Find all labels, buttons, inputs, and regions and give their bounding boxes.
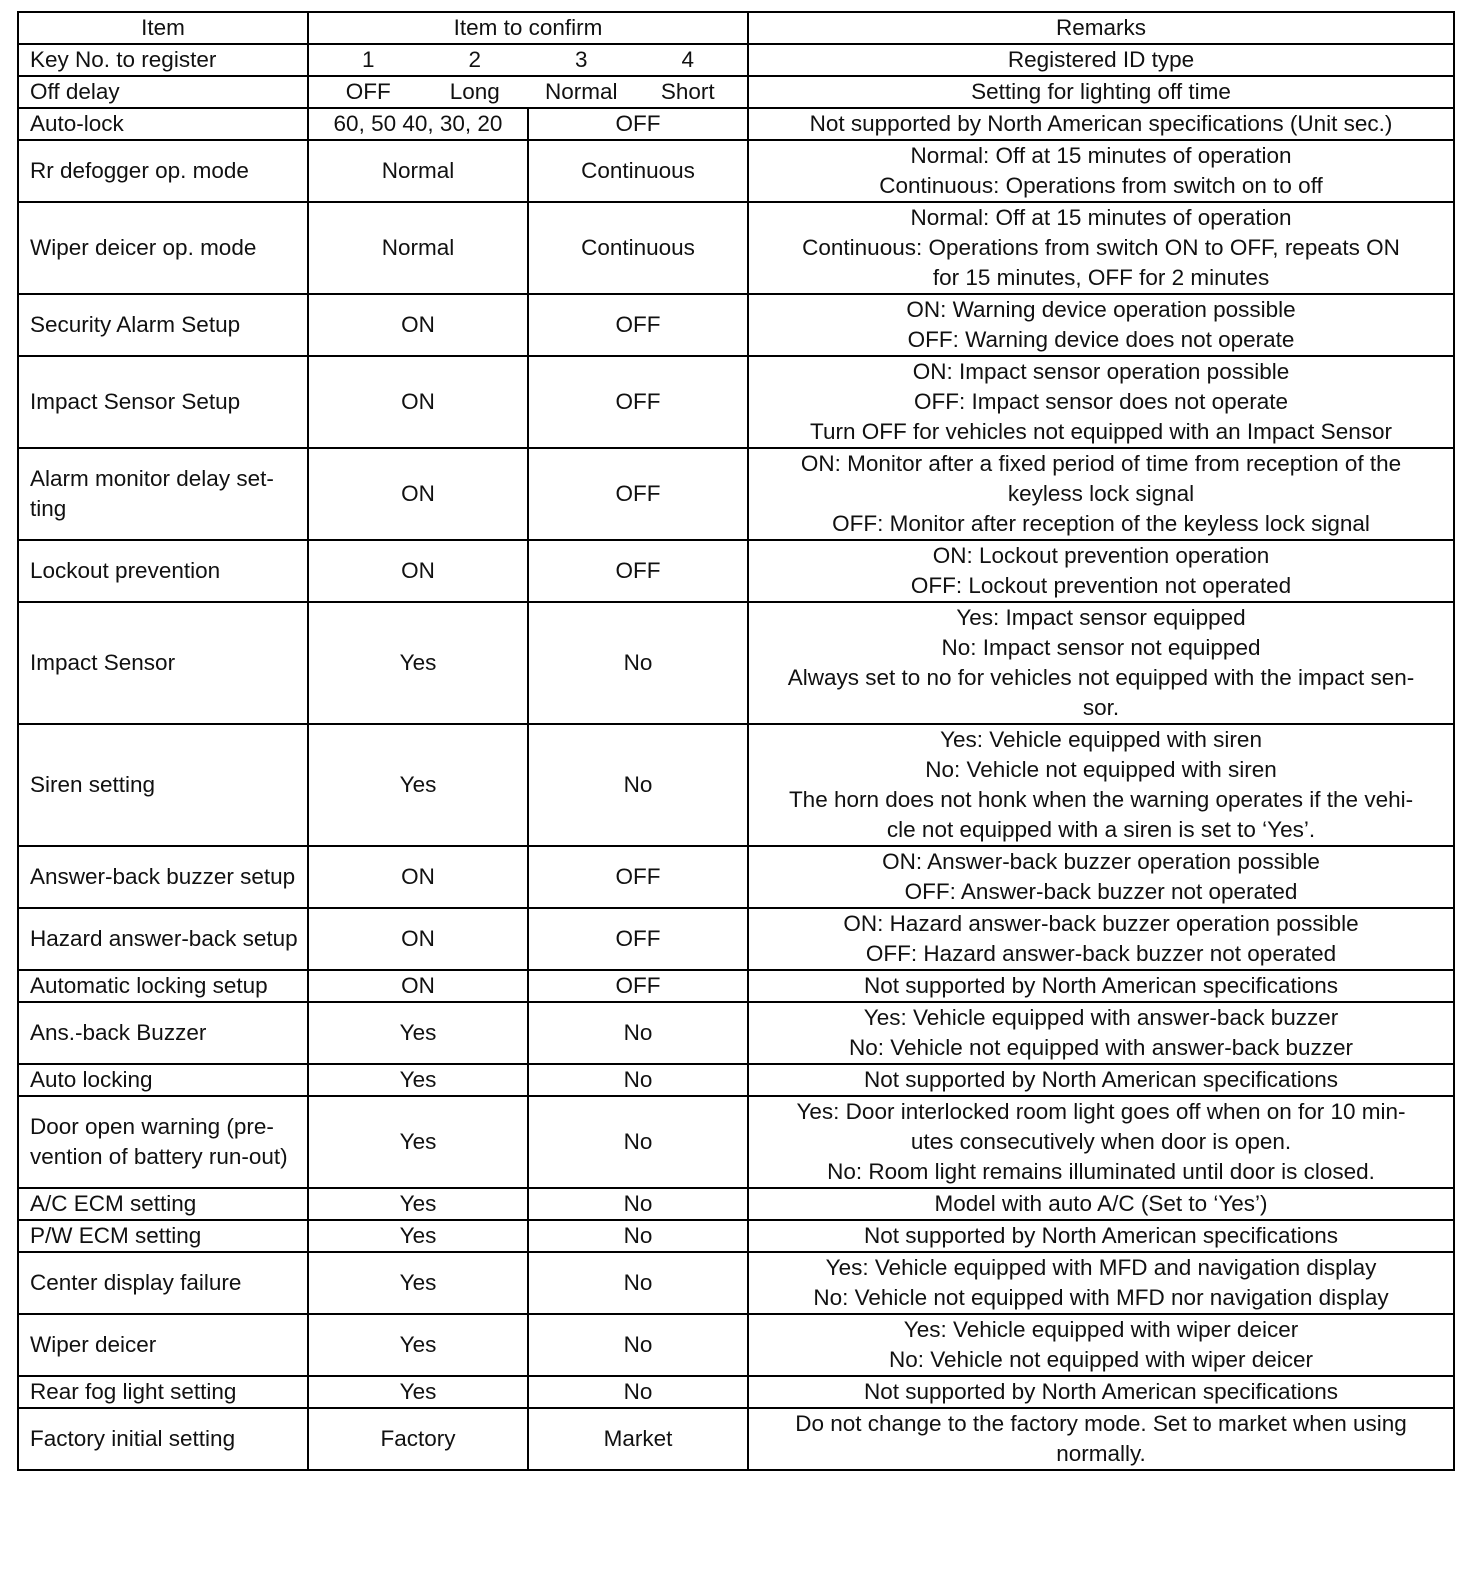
header-item: Item — [18, 12, 308, 44]
option-1-value: ON — [308, 356, 528, 448]
table-row — [18, 908, 1454, 970]
row-item-label: Door open warning (pre-vention of battery run-out) — [18, 1096, 308, 1188]
option-1-value: ON — [308, 294, 528, 356]
table-row — [18, 1252, 1454, 1314]
row-remarks: Not supported by North American specifications (Unit sec.) — [748, 108, 1454, 140]
row-remarks — [748, 1064, 1454, 1096]
option-1-value: Yes — [308, 1220, 528, 1252]
row-remarks — [748, 1252, 1454, 1314]
remark-line: cle not equipped with a siren is set to ‘Yes’. — [886, 817, 1316, 842]
option-2-value: No — [528, 1376, 748, 1408]
row-item-label: Wiper deicer — [18, 1314, 308, 1376]
option-2-value: OFF — [528, 540, 748, 602]
remark-line: OFF: Hazard answer-back buzzer not operated — [865, 941, 1337, 966]
row-item-label: Key No. to register — [18, 44, 308, 76]
row-remarks — [748, 294, 1454, 356]
remark-line: for 15 minutes, OFF for 2 minutes — [932, 265, 1270, 290]
remark-line: No: Vehicle not equipped with wiper deicer — [889, 1347, 1314, 1372]
row-remarks — [748, 202, 1454, 294]
off-delay-row — [18, 76, 1454, 108]
key-number-row — [18, 44, 1454, 76]
remark-line: Not supported by North American specifications — [864, 973, 1338, 998]
remark-line: utes consecutively when door is open. — [910, 1129, 1292, 1154]
option-1-value: Yes — [308, 1252, 528, 1314]
table-row — [18, 294, 1454, 356]
row-item-label: Impact Sensor Setup — [18, 356, 308, 448]
remark-line: The horn does not honk when the warning operates if the vehi- — [788, 787, 1414, 812]
option-1-value: Yes — [308, 1064, 528, 1096]
option-1-value: Yes — [308, 602, 528, 724]
option-2-value: Market — [528, 1408, 748, 1470]
option-2-value: OFF — [528, 448, 748, 540]
option-1-value: ON — [308, 448, 528, 540]
option-2-value: No — [528, 1188, 748, 1220]
row-remarks — [748, 140, 1454, 202]
key-number: 2 — [468, 47, 481, 72]
row-remarks — [748, 356, 1454, 448]
remark-line: sor. — [1082, 695, 1120, 720]
remark-line: Turn OFF for vehicles not equipped with an Impact Sensor — [810, 419, 1392, 444]
table-row — [18, 1064, 1454, 1096]
remark-line: Yes: Vehicle equipped with MFD and navigation display — [825, 1255, 1377, 1280]
remark-line: Model with auto A/C (Set to ‘Yes’) — [934, 1191, 1268, 1216]
remark-line: ON: Warning device operation possible — [906, 297, 1296, 322]
option-value: Normal — [544, 79, 618, 104]
option-1-value: Yes — [308, 724, 528, 846]
table-row — [18, 1220, 1454, 1252]
remark-line: Not supported by North American specifications — [864, 1223, 1338, 1248]
table-row — [18, 202, 1454, 294]
remark-line: ON: Hazard answer-back buzzer operation possible — [843, 911, 1359, 936]
option-1-value: Factory — [308, 1408, 528, 1470]
row-item-label: P/W ECM setting — [18, 1220, 308, 1252]
header-remarks: Remarks — [748, 12, 1454, 44]
row-item-label: Ans.-back Buzzer — [18, 1002, 308, 1064]
auto-lock-row — [18, 108, 1454, 140]
option-2-value: OFF — [528, 846, 748, 908]
remark-line: Always set to no for vehicles not equipped with the impact sen- — [787, 665, 1415, 690]
row-item-label: Wiper deicer op. mode — [18, 202, 308, 294]
table-row — [18, 356, 1454, 448]
header-item-to-confirm: Item to confirm — [308, 12, 748, 44]
remark-line: No: Room light remains illuminated until door is closed. — [827, 1159, 1375, 1184]
table-row — [18, 1002, 1454, 1064]
remark-line: ON: Answer-back buzzer operation possible — [882, 849, 1320, 874]
key-numbers-cell — [308, 44, 748, 76]
option-1-value: Yes — [308, 1376, 528, 1408]
option-2-value: Continuous — [528, 140, 748, 202]
remark-line: OFF: Monitor after reception of the keyless lock signal — [832, 511, 1370, 536]
option-1-value: Normal — [308, 140, 528, 202]
remark-line: ON: Impact sensor operation possible — [912, 359, 1290, 384]
row-item-label: Impact Sensor — [18, 602, 308, 724]
row-remarks — [748, 846, 1454, 908]
settings-table — [17, 11, 1455, 1471]
row-remarks — [748, 970, 1454, 1002]
option-2-value: OFF — [528, 970, 748, 1002]
option-2-value: OFF — [528, 908, 748, 970]
remark-line: ON: Lockout prevention operation — [932, 543, 1270, 568]
remark-line: No: Impact sensor not equipped — [941, 635, 1261, 660]
row-item-label: Siren setting — [18, 724, 308, 846]
table-row — [18, 1188, 1454, 1220]
remark-line: Yes: Door interlocked room light goes off when on for 10 min- — [796, 1099, 1406, 1124]
row-remarks — [748, 1096, 1454, 1188]
table-row — [18, 724, 1454, 846]
option-1-value: ON — [308, 908, 528, 970]
option-1-value: Yes — [308, 1188, 528, 1220]
option-2-value: No — [528, 1252, 748, 1314]
row-remarks — [748, 724, 1454, 846]
row-remarks — [748, 1188, 1454, 1220]
remark-line: keyless lock signal — [1007, 481, 1195, 506]
row-remarks — [748, 540, 1454, 602]
key-number: 4 — [681, 47, 694, 72]
row-item-label: Auto-lock — [18, 108, 308, 140]
header-row — [18, 12, 1454, 44]
option-2-value: No — [528, 1096, 748, 1188]
remark-line: Yes: Vehicle equipped with answer-back buzzer — [863, 1005, 1339, 1030]
row-remarks — [748, 1376, 1454, 1408]
remark-line: Yes: Vehicle equipped with wiper deicer — [903, 1317, 1299, 1342]
table-row — [18, 1314, 1454, 1376]
remark-line: OFF: Warning device does not operate — [907, 327, 1295, 352]
remark-line: No: Vehicle not equipped with answer-back buzzer — [848, 1035, 1354, 1060]
row-item-label: Automatic locking setup — [18, 970, 308, 1002]
option-1-value: Normal — [308, 202, 528, 294]
table-row — [18, 602, 1454, 724]
table-row — [18, 1408, 1454, 1470]
row-item-label: Alarm monitor delay set-ting — [18, 448, 308, 540]
remark-line: Not supported by North American specifications — [864, 1067, 1338, 1092]
remark-line: Not supported by North American specifications — [864, 1379, 1338, 1404]
option-2-value: No — [528, 724, 748, 846]
table-row — [18, 540, 1454, 602]
row-item-label: Center display failure — [18, 1252, 308, 1314]
row-item-label: Off delay — [18, 76, 308, 108]
option-2-value: OFF — [528, 294, 748, 356]
remark-line: Yes: Vehicle equipped with siren — [940, 727, 1262, 752]
remark-line: OFF: Answer-back buzzer not operated — [904, 879, 1298, 904]
remark-line: No: Vehicle not equipped with siren — [925, 757, 1277, 782]
remark-line: OFF: Impact sensor does not operate — [914, 389, 1288, 414]
row-item-label: Factory initial setting — [18, 1408, 308, 1470]
row-item-label: A/C ECM setting — [18, 1188, 308, 1220]
row-remarks — [748, 1408, 1454, 1470]
row-remarks: Setting for lighting off time — [748, 76, 1454, 108]
remark-line: Do not change to the factory mode. Set to market when using — [795, 1411, 1407, 1436]
table-row — [18, 970, 1454, 1002]
option-value: Long — [449, 79, 500, 104]
option-2-value: No — [528, 1220, 748, 1252]
row-item-label: Rear fog light setting — [18, 1376, 308, 1408]
remark-line: Normal: Off at 15 minutes of operation — [910, 143, 1292, 168]
option-1-value: 60, 50 40, 30, 20 — [308, 108, 528, 140]
key-number: 3 — [574, 47, 588, 72]
option-1-value: ON — [308, 970, 528, 1002]
option-2-value: No — [528, 1002, 748, 1064]
remark-line: Yes: Impact sensor equipped — [956, 605, 1246, 630]
row-remarks — [748, 908, 1454, 970]
remark-line: Continuous: Operations from switch ON to OFF, repeats ON — [802, 235, 1400, 260]
key-number: 1 — [361, 47, 375, 72]
option-2-value: OFF — [528, 108, 748, 140]
table-row — [18, 140, 1454, 202]
table-row — [18, 846, 1454, 908]
option-2-value: OFF — [528, 356, 748, 448]
option-value: Short — [660, 79, 715, 104]
row-remarks — [748, 1002, 1454, 1064]
option-1-value: Yes — [308, 1096, 528, 1188]
row-remarks — [748, 1220, 1454, 1252]
row-remarks — [748, 448, 1454, 540]
row-item-label: Rr defogger op. mode — [18, 140, 308, 202]
row-remarks — [748, 602, 1454, 724]
remark-line: normally. — [1056, 1441, 1146, 1466]
table-row — [18, 1376, 1454, 1408]
remark-line: Normal: Off at 15 minutes of operation — [910, 205, 1292, 230]
option-1-value: Yes — [308, 1314, 528, 1376]
remark-line: No: Vehicle not equipped with MFD nor navigation display — [813, 1285, 1389, 1310]
option-value: OFF — [345, 79, 391, 104]
row-item-label: Hazard answer-back setup — [18, 908, 308, 970]
row-remarks: Registered ID type — [748, 44, 1454, 76]
option-1-value: Yes — [308, 1002, 528, 1064]
remark-line: Continuous: Operations from switch on to off — [879, 173, 1323, 198]
option-1-value: ON — [308, 846, 528, 908]
row-item-label: Security Alarm Setup — [18, 294, 308, 356]
remark-line: OFF: Lockout prevention not operated — [910, 573, 1292, 598]
table-row — [18, 1096, 1454, 1188]
option-2-value: Continuous — [528, 202, 748, 294]
row-item-label: Lockout prevention — [18, 540, 308, 602]
option-1-value: ON — [308, 540, 528, 602]
table-row — [18, 448, 1454, 540]
option-2-value: No — [528, 1314, 748, 1376]
option-2-value: No — [528, 602, 748, 724]
row-item-label: Answer-back buzzer setup — [18, 846, 308, 908]
row-item-label: Auto locking — [18, 1064, 308, 1096]
row-remarks — [748, 1314, 1454, 1376]
option-2-value: No — [528, 1064, 748, 1096]
off-delay-options-cell — [308, 76, 748, 108]
remark-line: ON: Monitor after a fixed period of time from reception of the — [800, 451, 1402, 476]
